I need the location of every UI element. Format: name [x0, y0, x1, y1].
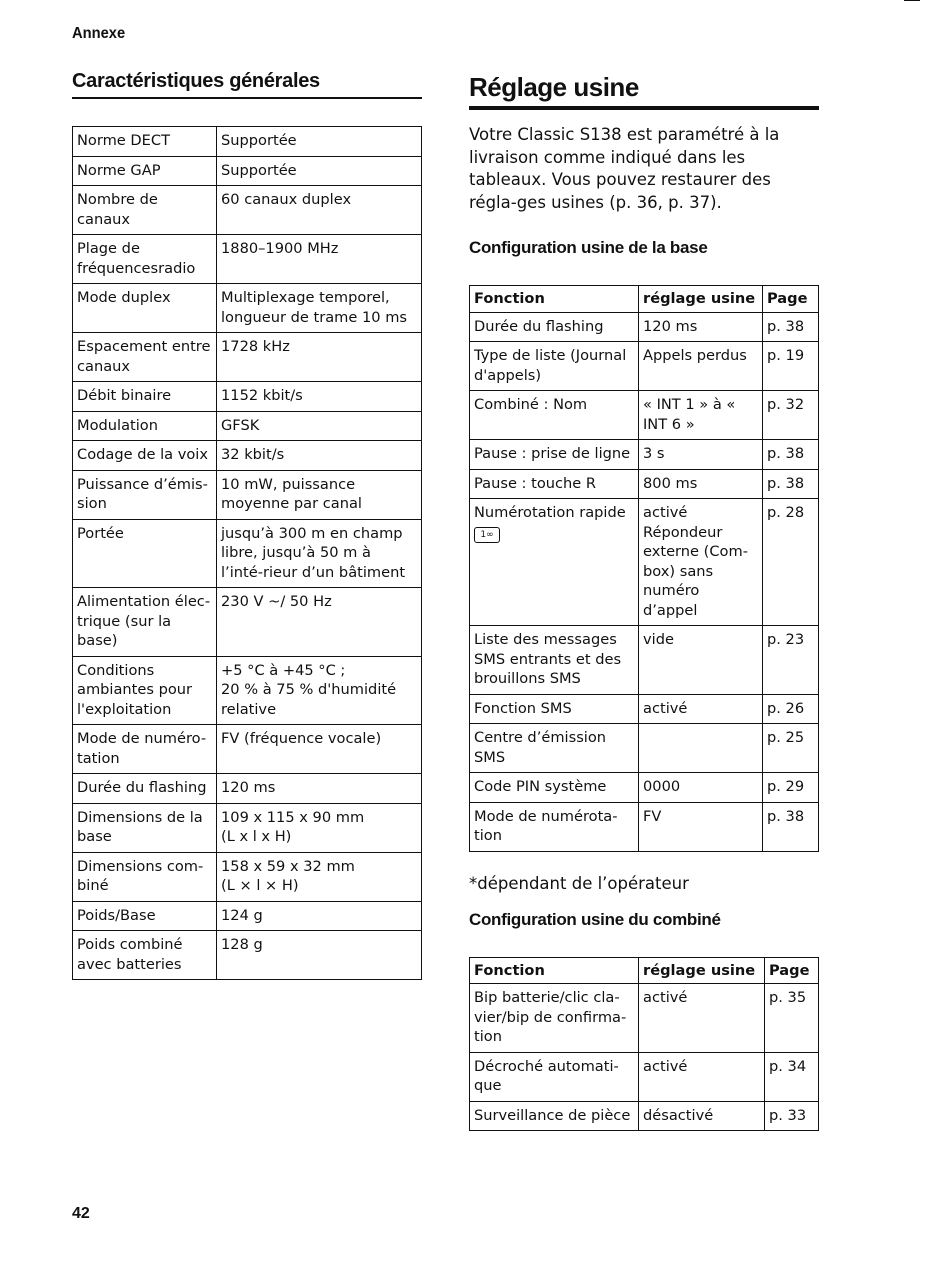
setting-value: [639, 499, 763, 626]
setting-function: [470, 312, 639, 342]
running-header: Annexe: [72, 25, 126, 42]
table-row: [73, 803, 422, 852]
base-config-heading: Configuration usine de la base: [469, 238, 708, 257]
spec-label: Débit binaire: [73, 382, 217, 412]
table-row: [73, 382, 422, 412]
spec-value: Supportée: [217, 156, 422, 186]
setting-page: p. 28: [763, 499, 819, 626]
spec-value: 32 kbit/s: [217, 441, 422, 471]
spec-label: Mode duplex: [73, 284, 217, 333]
spec-label: Conditions ambiantes pour l'exploitation: [73, 656, 217, 725]
table-row: [73, 588, 422, 657]
table-row: [73, 931, 422, 980]
setting-function-label: Mode de numérota-tion: [474, 807, 618, 844]
spec-label: Puissance d’émis-sion: [73, 470, 217, 519]
spec-label: Dimensions com-biné: [73, 852, 217, 901]
setting-function: [470, 802, 639, 851]
spec-value-line: 109 x 115 x 90 mm: [221, 808, 365, 826]
setting-function: Décroché automati-que: [470, 1052, 639, 1101]
spec-value-line: (L × l × H): [221, 877, 299, 894]
setting-function-label: Type de liste (Journal d'appels): [474, 347, 627, 384]
spec-value: 230 V ~/ 50 Hz: [217, 588, 422, 657]
setting-function: [470, 440, 639, 470]
spec-value: 1880–1900 MHz: [217, 235, 422, 284]
table-row: [470, 1052, 819, 1101]
factory-intro-paragraph: Votre Classic S138 est paramétré à la livraison comme indiqué dans les tableaux. Vous pouvez restaurer des régla-ges usines (p. 36, p. 37).: [469, 125, 780, 212]
spec-label: Portée: [73, 519, 217, 588]
setting-function-label: Pause : prise de ligne: [474, 445, 631, 462]
setting-function: [470, 391, 639, 440]
spec-value: [217, 852, 422, 901]
setting-function-label: Numérotation rapide: [474, 504, 626, 521]
table-row: [470, 499, 819, 626]
table-row: [73, 656, 422, 725]
setting-page: p. 23: [763, 626, 819, 695]
setting-value: 120 ms: [639, 312, 763, 342]
table-row: [73, 852, 422, 901]
spec-value: Multiplexage temporel, longueur de trame 10 ms: [217, 284, 422, 333]
setting-function-label: Fonction SMS: [474, 699, 572, 717]
voicemail-key-icon: 1∞: [474, 527, 500, 543]
header-function: Fonction: [470, 286, 639, 313]
table-row: [470, 391, 819, 440]
table-header-row: [470, 286, 819, 313]
spec-label: Codage de la voix: [73, 441, 217, 471]
table-row: [73, 235, 422, 284]
setting-page: p. 26: [763, 694, 819, 724]
table-row: [73, 519, 422, 588]
setting-function: Surveillance de pièce: [470, 1101, 639, 1131]
spec-label: Dimensions de la base: [73, 803, 217, 852]
header-factory-value: réglage usine: [639, 286, 763, 313]
table-row: [470, 1101, 819, 1131]
header-page: Page: [763, 286, 819, 313]
handset-config-table: [469, 957, 819, 1132]
setting-function-label: Liste des messages SMS entrants et des brouillons SMS: [474, 631, 622, 687]
spec-label: Poids/Base: [73, 901, 217, 931]
setting-page: p. 38: [763, 312, 819, 342]
setting-function: [470, 626, 639, 695]
spec-label: Nombre de canaux: [73, 186, 217, 235]
table-row: [73, 470, 422, 519]
spec-value: 120 ms: [217, 774, 422, 804]
corner-crop-mark: [904, 0, 920, 1]
spec-value: 10 mW, puissance moyenne par canal: [217, 470, 422, 519]
setting-value: vide: [639, 626, 763, 695]
spec-value: 1728 kHz: [217, 333, 422, 382]
table-row: [73, 774, 422, 804]
spec-value: jusqu’à 300 m en champ libre, jusqu’à 50 m à l’inté-rieur d’un bâtiment: [217, 519, 422, 588]
setting-page: p. 38: [763, 802, 819, 851]
table-row: [73, 284, 422, 333]
setting-function-label: Code PIN système: [474, 778, 607, 795]
spec-label: Modulation: [73, 411, 217, 441]
setting-value-line: activé: [643, 504, 688, 521]
setting-function-label: Durée du flashing: [474, 317, 604, 335]
table-row: [470, 312, 819, 342]
setting-value: activé: [639, 694, 763, 724]
setting-function: [470, 499, 639, 626]
setting-value: [639, 724, 763, 773]
setting-value: Appels perdus: [639, 342, 763, 391]
spec-value: GFSK: [217, 411, 422, 441]
spec-label: Alimentation élec-trique (sur la base): [73, 588, 217, 657]
setting-value: 3 s: [639, 440, 763, 470]
table-row: [470, 694, 819, 724]
setting-page: p. 19: [763, 342, 819, 391]
setting-function-label: Pause : touche R: [474, 474, 597, 492]
spec-value-line: 20 % à 75 % d'humidité relative: [221, 681, 397, 718]
spec-value: 124 g: [217, 901, 422, 931]
spec-value-line: (L x l x H): [221, 828, 292, 845]
table-row: [470, 469, 819, 499]
table-row: [470, 440, 819, 470]
setting-page: p. 25: [763, 724, 819, 773]
table-row: [73, 901, 422, 931]
spec-value: [217, 656, 422, 725]
spec-value: Supportée: [217, 127, 422, 157]
setting-page: p. 29: [763, 773, 819, 803]
table-row: [73, 441, 422, 471]
table-row: [470, 724, 819, 773]
setting-page: p. 35: [765, 984, 819, 1053]
setting-function-label: Centre d’émission SMS: [474, 729, 607, 766]
setting-function-label: Combiné : Nom: [474, 396, 588, 413]
spec-label: Norme GAP: [73, 156, 217, 186]
setting-function: [470, 724, 639, 773]
spec-label: Plage de fréquencesradio: [73, 235, 217, 284]
table-row: [470, 773, 819, 803]
factory-settings-title: Réglage usine: [469, 70, 819, 110]
setting-function: Bip batterie/clic cla-vier/bip de confirma-tion: [470, 984, 639, 1053]
table-header-row: [470, 957, 819, 984]
setting-value-line: Répondeur externe (Com-box) sans numéro d’appel: [643, 523, 748, 619]
setting-page: p. 38: [763, 440, 819, 470]
setting-value: activé: [639, 1052, 765, 1101]
setting-value: 800 ms: [639, 469, 763, 499]
table-row: [73, 333, 422, 382]
table-row: [470, 626, 819, 695]
handset-config-heading: Configuration usine du combiné: [469, 909, 721, 929]
spec-label: Norme DECT: [73, 127, 217, 157]
setting-function: [470, 342, 639, 391]
setting-value: 0000: [639, 773, 763, 803]
setting-page: p. 34: [765, 1052, 819, 1101]
setting-function: [470, 694, 639, 724]
spec-label: Mode de numéro-tation: [73, 725, 217, 774]
spec-label: Poids combiné avec batteries: [73, 931, 217, 980]
table-row: [73, 411, 422, 441]
setting-page: p. 32: [763, 391, 819, 440]
setting-page: p. 38: [763, 469, 819, 499]
table-row: [73, 127, 422, 157]
setting-value: « INT 1 » à « INT 6 »: [639, 391, 763, 440]
table-row: [470, 342, 819, 391]
header-function: Fonction: [470, 957, 639, 984]
spec-value: FV (fréquence vocale): [217, 725, 422, 774]
spec-value-line: +5 °C à +45 °C ;: [221, 661, 346, 679]
table-row: [470, 802, 819, 851]
table-row: [73, 186, 422, 235]
base-config-table: [469, 285, 819, 852]
header-factory-value: réglage usine: [639, 957, 765, 984]
spec-value: 60 canaux duplex: [217, 186, 422, 235]
operator-footnote: *dépendant de l’opérateur: [469, 873, 689, 893]
page-number: 42: [72, 1205, 90, 1222]
setting-page: p. 33: [765, 1101, 819, 1131]
general-specs-column: [72, 70, 422, 980]
setting-value: FV: [639, 802, 763, 851]
setting-value: désactivé: [639, 1101, 765, 1131]
spec-label: Espacement entre canaux: [73, 333, 217, 382]
general-specs-table: [72, 126, 422, 980]
general-specs-title: Caractéristiques générales: [72, 70, 422, 99]
spec-value: [217, 803, 422, 852]
setting-function: [470, 773, 639, 803]
table-row: [470, 984, 819, 1053]
table-row: [73, 156, 422, 186]
spec-value-line: 158 x 59 x 32 mm: [221, 857, 355, 875]
setting-function: [470, 469, 639, 499]
table-row: [73, 725, 422, 774]
spec-label: Durée du flashing: [73, 774, 217, 804]
spec-value: 128 g: [217, 931, 422, 980]
spec-value: 1152 kbit/s: [217, 382, 422, 412]
setting-value: activé: [639, 984, 765, 1053]
factory-settings-column: [469, 70, 819, 1131]
header-page: Page: [765, 957, 819, 984]
